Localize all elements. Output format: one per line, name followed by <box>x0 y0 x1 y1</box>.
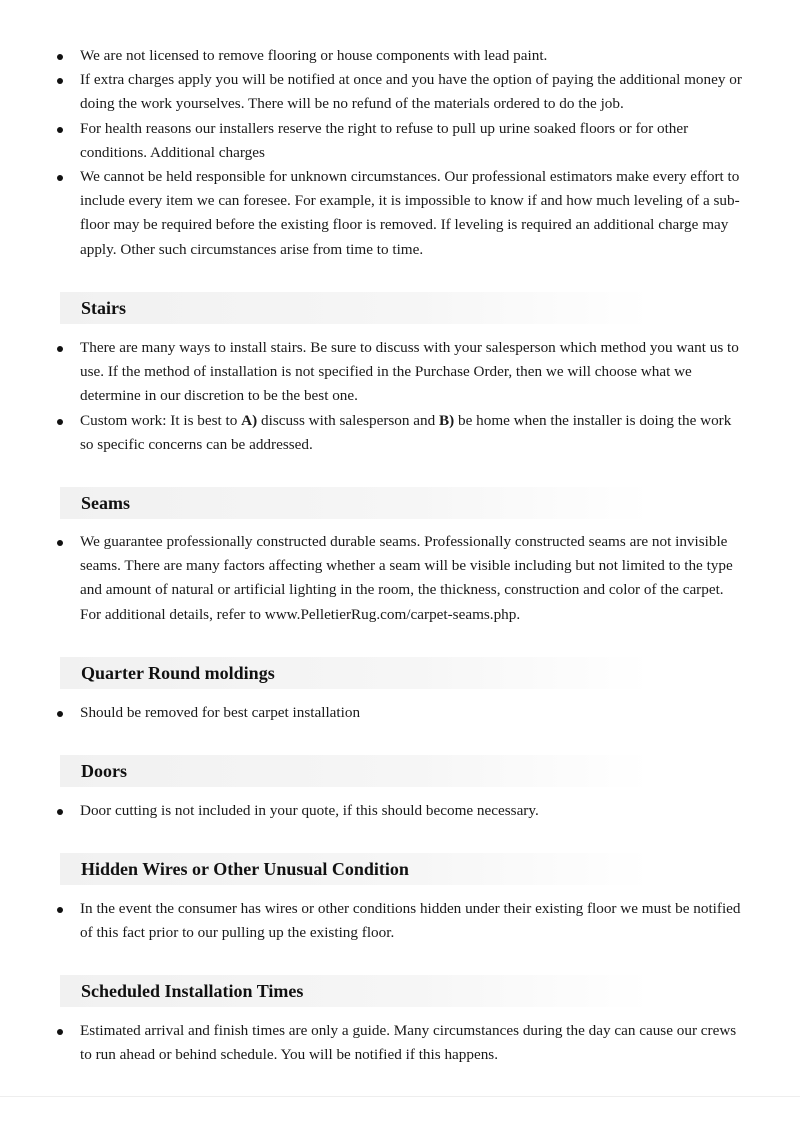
quarter-round-list <box>0 701 800 725</box>
bullet-icon <box>57 78 63 84</box>
list-item: Custom work: It is best to A) discuss with salesperson and B) be home when the installer is doing the work so specific concerns can be addressed. <box>0 409 800 457</box>
section-heading-hidden-wires <box>60 853 650 885</box>
section-heading-seams <box>60 487 650 519</box>
list-item: Estimated arrival and finish times are only a guide. Many circumstances during the day can cause our crews to run ahead or behind schedule. You will be notified if this happens. <box>0 1019 800 1067</box>
list-item: If extra charges apply you will be notified at once and you have the option of paying the additional money or doing the work yourselves. There will be no refund of the materials ordered to do the job. <box>0 68 800 116</box>
bullet-icon <box>57 175 63 181</box>
bullet-icon <box>57 809 63 815</box>
bullet-icon <box>57 54 63 60</box>
list-item: Should be removed for best carpet installation <box>0 701 800 725</box>
list-item: We are not licensed to remove flooring or house components with lead paint. <box>0 44 800 68</box>
bullet-icon <box>57 711 63 717</box>
list-item: In the event the consumer has wires or other conditions hidden under their existing floor we must be notified of this fact prior to our pulling up the existing floor. <box>0 897 800 945</box>
section-heading-doors <box>60 755 650 787</box>
section-heading-scheduled <box>60 975 650 1007</box>
list-item: There are many ways to install stairs. Be sure to discuss with your salesperson which method you want us to use. If the method of installation is not specified in the Purchase Order, then we will choose what we determine in our discretion to be the best one. <box>0 336 800 409</box>
list-item: For health reasons our installers reserve the right to refuse to pull up urine soaked floors or for other conditions. Additional charges <box>0 117 800 165</box>
section-title: Stairs <box>81 298 126 318</box>
section-heading-quarter-round <box>60 657 650 689</box>
intro-list <box>0 44 800 262</box>
list-item: Door cutting is not included in your quote, if this should become necessary. <box>0 799 800 823</box>
section-title: Hidden Wires or Other Unusual Condition <box>81 859 409 879</box>
stairs-list <box>0 336 800 457</box>
doors-list <box>0 799 800 823</box>
page-bottom-divider <box>0 1096 800 1097</box>
section-title: Seams <box>81 493 130 513</box>
section-title: Doors <box>81 761 127 781</box>
bullet-icon <box>57 540 63 546</box>
bullet-icon <box>57 127 63 133</box>
bullet-icon <box>57 419 63 425</box>
section-heading-stairs <box>60 292 650 324</box>
section-title: Scheduled Installation Times <box>81 981 304 1001</box>
bullet-icon <box>57 1029 63 1035</box>
section-title: Quarter Round moldings <box>81 663 275 683</box>
list-item: We guarantee professionally constructed durable seams. Professionally constructed seams are not invisible seams. There are many factors affecting whether a seam will be visible including but not limited to the type and amount of natural or artificial lighting in the room, the thickness, construction and color of the carpet. For additional details, refer to www.PelletierRug.com/carpet-seams.php. <box>0 530 800 627</box>
hidden-wires-list <box>0 897 800 945</box>
scheduled-list <box>0 1019 800 1067</box>
bullet-icon <box>57 907 63 913</box>
bullet-icon <box>57 346 63 352</box>
list-item: We cannot be held responsible for unknown circumstances. Our professional estimators make every effort to include every item we can foresee. For example, it is impossible to know if and how much leveling of a sub-floor may be required before the existing floor is removed. If leveling is required an additional charge may apply. Other such circumstances arise from time to time. <box>0 165 800 262</box>
seams-list <box>0 530 800 627</box>
